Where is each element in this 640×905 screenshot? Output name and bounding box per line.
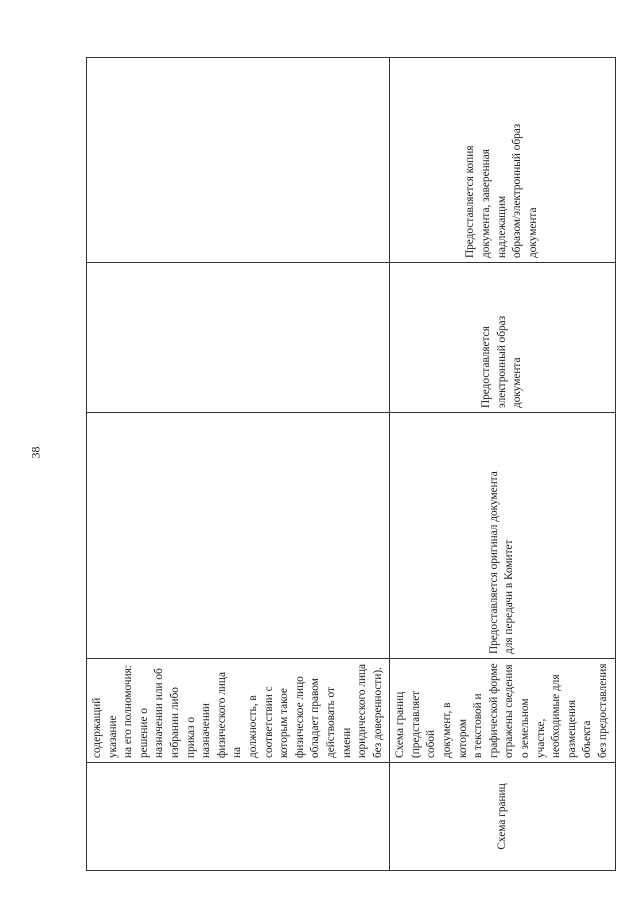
rotated-table-container bbox=[86, 58, 609, 871]
table-cell-copy-submission bbox=[87, 58, 390, 263]
table-row bbox=[87, 58, 390, 871]
table-cell-document-name bbox=[87, 763, 390, 871]
table-cell-document-description: Схема границ (представляет собой документ, в котором в текстовой и графической форме отражены сведения о земельном участке, необходимые для размещения объекта без предоставления bbox=[390, 659, 615, 763]
table-cell-copy-submission: Предоставляется копия документа, заверенная надлежащим образом/электронный образ документа bbox=[390, 58, 615, 263]
documents-table bbox=[86, 57, 616, 871]
table-cell-paper-submission bbox=[87, 413, 390, 659]
table-cell-paper-submission: Предоставляется оригинал документа для передачи в Комитет bbox=[390, 413, 615, 659]
table-cell-document-name: Схема границ bbox=[390, 763, 615, 871]
landscape-page bbox=[86, 58, 609, 871]
table-cell-electronic-submission bbox=[87, 263, 390, 413]
table-row bbox=[390, 58, 615, 871]
table-cell-document-description: содержащий указание на его полномочия: решение о назначении или об избрании либо приказ о назначении физического лица на должность, в соответствии с которым такое физическое лицо обладает правом действовать от имени юридического лица без доверенности). bbox=[87, 659, 390, 763]
table-cell-electronic-submission: Предоставляется электронный образ документа bbox=[390, 263, 615, 413]
page-number: 38 bbox=[28, 446, 43, 459]
